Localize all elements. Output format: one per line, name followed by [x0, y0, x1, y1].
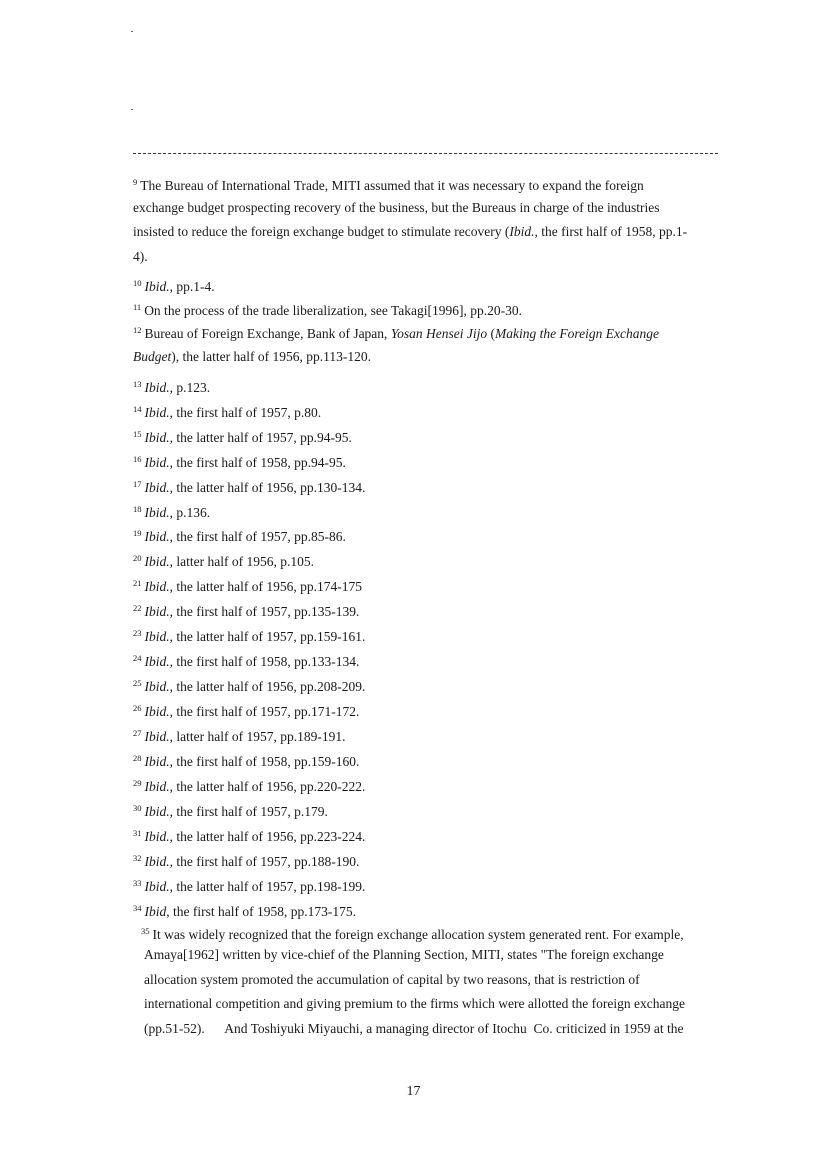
footnote-30: $^{30}$ Ibid., the first half of 1957, p.179.	[133, 803, 328, 819]
scan-speck	[131, 109, 133, 110]
footnote-35-line-4: international competition and giving premium to the firms which were allotted the foreign exchange	[144, 996, 685, 1011]
footnote-35-line-3: allocation system promoted the accumulation of capital by two reasons, that is restriction of	[144, 972, 640, 987]
footnote-9-line-1: $^9$ The Bureau of International Trade, MITI assumed that it was necessary to expand the foreign	[133, 177, 644, 193]
footnote-9-number: 9	[133, 177, 138, 187]
footnote-10-number: 10	[133, 278, 142, 288]
footnote-29: $^{29}$ Ibid., the latter half of 1956, pp.220-222.	[133, 778, 366, 794]
footnote-35-line-1: $^{35}$ It was widely recognized that the foreign exchange allocation system generated rent. For example,	[141, 926, 684, 942]
footnote-9-line-4: 4).	[133, 249, 148, 264]
footnote-35-line-2: Amaya[1962] written by vice-chief of the Planning Section, MITI, states "The foreign exchange	[144, 947, 664, 962]
footnote-35-line-5: (pp.51-52). And Toshiyuki Miyauchi, a managing director of Itochu Co. criticized in 1959 at the	[144, 1021, 684, 1036]
footnote-31: $^{31}$ Ibid., the latter half of 1956, pp.223-224.	[133, 828, 366, 844]
footnote-32: $^{32}$ Ibid., the first half of 1957, pp.188-190.	[133, 853, 360, 869]
footnote-20: $^{20}$ Ibid., latter half of 1956, p.105.	[133, 553, 314, 569]
footnote-28: $^{28}$ Ibid., the first half of 1958, pp.159-160.	[133, 753, 360, 769]
footnote-10: $^{10}$ Ibid., pp.1-4.	[133, 278, 215, 294]
footnote-12-line-1: $^{12}$ Bureau of Foreign Exchange, Bank of Japan, Yosan Hensei Jijo (Making the Foreign Exchange	[133, 325, 660, 341]
footnote-16: $^{16}$ Ibid., the first half of 1958, pp.94-95.	[133, 454, 346, 470]
footnote-12-number: 12	[133, 325, 142, 335]
footnote-22: $^{22}$ Ibid., the first half of 1957, pp.135-139.	[133, 603, 360, 619]
footnote-17: $^{17}$ Ibid., the latter half of 1956, pp.130-134.	[133, 479, 366, 495]
footnote-21: $^{21}$ Ibid., the latter half of 1956, pp.174-175	[133, 578, 362, 594]
footnote-26: $^{26}$ Ibid., the first half of 1957, pp.171-172.	[133, 703, 360, 719]
footnote-19: $^{19}$ Ibid., the first half of 1957, pp.85-86.	[133, 528, 346, 544]
footnote-18: $^{18}$ Ibid., p.136.	[133, 504, 211, 520]
footnote-9-line-2: exchange budget prospecting recovery of the business, but the Bureaus in charge of the industries	[133, 200, 660, 215]
footnote-33: $^{33}$ Ibid., the latter half of 1957, pp.198-199.	[133, 878, 366, 894]
footnote-23: $^{23}$ Ibid., the latter half of 1957, pp.159-161.	[133, 628, 366, 644]
scan-speck	[131, 31, 133, 32]
footnote-12-line-2: Budget), the latter half of 1956, pp.113-120.	[133, 349, 371, 364]
footnote-35-number: 35	[141, 926, 150, 936]
footnote-14: $^{14}$ Ibid., the first half of 1957, p.80.	[133, 404, 322, 420]
footnote-24: $^{24}$ Ibid., the first half of 1958, pp.133-134.	[133, 653, 360, 669]
footnote-separator	[133, 153, 718, 154]
footnote-11-number: 11	[133, 302, 142, 312]
footnote-11: $^{11}$ On the process of the trade liberalization, see Takagi[1996], pp.20-30.	[133, 302, 522, 318]
footnote-15: $^{15}$ Ibid., the latter half of 1957, pp.94-95.	[133, 429, 352, 445]
footnote-13: $^{13}$ Ibid., p.123.	[133, 379, 211, 395]
footnote-9-line-3: insisted to reduce the foreign exchange budget to stimulate recovery (Ibid., the first half of 1958, pp.1-	[133, 224, 688, 239]
footnote-34: $^{34}$ Ibid, the first half of 1958, pp.173-175.	[133, 903, 356, 919]
footnote-27: $^{27}$ Ibid., latter half of 1957, pp.189-191.	[133, 728, 346, 744]
page-number: 17	[406, 1084, 421, 1099]
footnote-25: $^{25}$ Ibid., the latter half of 1956, pp.208-209.	[133, 678, 366, 694]
